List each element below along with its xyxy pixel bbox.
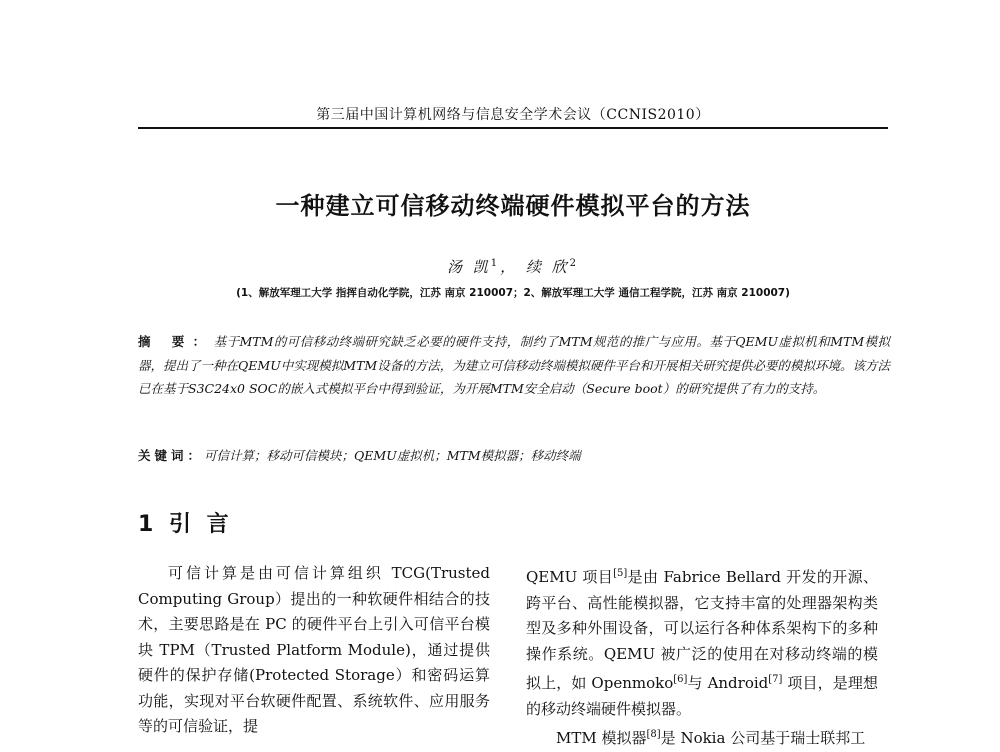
running-header: 第三届中国计算机网络与信息安全学术会议（CCNIS2010）: [316, 107, 710, 123]
keywords-text: 可信计算；移动可信模块；QEMU虚拟机；MTM模拟器；移动终端: [204, 448, 581, 463]
citation-6: [6]: [673, 674, 688, 685]
citation-5: [5]: [613, 568, 628, 579]
authors: [138, 256, 888, 277]
right-column: [526, 561, 878, 752]
section-1-heading: 1 引 言: [138, 512, 233, 537]
author-separator: ，: [500, 258, 519, 276]
abstract-text: 基于MTM的可信移动终端研究缺乏必要的硬件支持，制约了MTM规范的推广与应用。基于QEMU虚拟机和MTM模拟器，提出了一种在QEMU中实现模拟MTM设备的方法，为建立可信移动终端模拟硬件平台和开展相关研究提供必要的模拟环境。该方法已在基于S3C24x0 SOC的嵌入式模拟平台中得到验证，为开展MTM安全启动（Secure boot）的研究提供了有力的支持。: [138, 334, 891, 396]
author-2-affiliation-mark: 2: [569, 258, 580, 269]
right-paragraph-2: MTM 模拟器[8]是 Nokia 公司基于瑞士联邦工: [556, 729, 866, 747]
paper-title: 一种建立可信移动终端硬件模拟平台的方法: [275, 192, 751, 220]
keywords-label: 关键词：: [138, 448, 205, 463]
abstract-label: 摘 要：: [138, 334, 214, 349]
left-column: [138, 561, 490, 740]
left-paragraph-1: 可信计算是由可信计算组织 TCG(Trusted Computing Group）提出的一种软硬件相结合的技术，主要思路是在 PC 的硬件平台上引入可信平台模块 TPM（Trusted Platform Module)，通过提供硬件的保护存储(Protected Storage）和密码运算功能，实现对平台软硬件配置、系统软件、应用服务等的可信验证，提: [138, 564, 490, 735]
author-1-affiliation-mark: 1: [490, 258, 501, 269]
citation-7: [7]: [768, 674, 783, 685]
keywords: [138, 446, 890, 464]
citation-8: [8]: [646, 729, 661, 740]
affiliation: (1、解放军理工大学 指挥自动化学院，江苏 南京 210007；2、解放军理工大学 通信工程学院，江苏 南京 210007): [236, 287, 790, 299]
author-1: 汤 凯: [446, 258, 491, 276]
author-2: 续 欣: [525, 258, 570, 276]
right-paragraph-1: QEMU 项目[5]是由 Fabrice Bellard 开发的开源、跨平台、高性能模拟器，它支持丰富的处理器架构类型及多种外围设备，可以运行各种体系架构下的多种操作系统。QEMU 被广泛的使用在对移动终端的模拟上，如 Openmoko[6]与 Android[7] 项目，是理想的移动终端硬件模拟器。: [526, 568, 878, 718]
header-rule: [138, 127, 888, 129]
abstract: [138, 330, 890, 401]
